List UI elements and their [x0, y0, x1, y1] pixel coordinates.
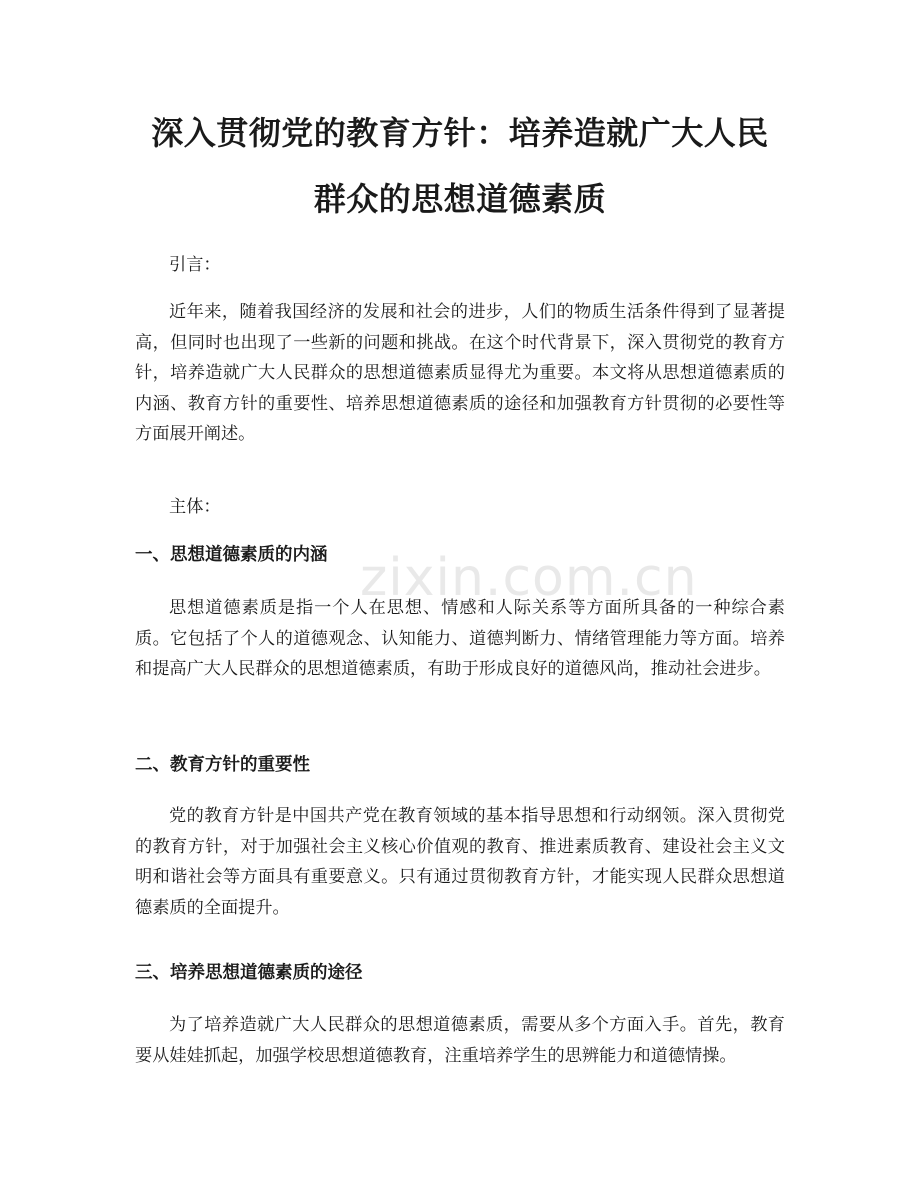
section-paragraph-2: 党的教育方针是中国共产党在教育领域的基本指导思想和行动纲领。深入贯彻党的教育方针，对于加强社会主义核心价值观的教育、推进素质教育、建设社会主义文明和谐社会等方面具有重要意义。只有通过贯彻教育方针，才能实现人民群众思想道德素质的全面提升。 — [135, 806, 785, 918]
section-heading-3: 三、培养思想道德素质的途径 — [135, 963, 363, 983]
intro-label: 引言： — [169, 255, 221, 275]
section-heading-2: 二、教育方针的重要性 — [135, 755, 310, 775]
section-heading-1: 一、思想道德素质的内涵 — [135, 545, 328, 565]
section-paragraph-3: 为了培养造就广大人民群众的思想道德素质，需要从多个方面入手。首先，教育要从娃娃抓起，加强学校思想道德教育，注重培养学生的思辨能力和道德情操。 — [135, 1015, 785, 1066]
watermark: zixin.com.cn — [360, 548, 698, 608]
body-label: 主体： — [169, 497, 221, 517]
page-title — [120, 100, 800, 232]
intro-paragraph: 近年来，随着我国经济的发展和社会的进步，人们的物质生活条件得到了显著提高，但同时也出现了一些新的问题和挑战。在这个时代背景下，深入贯彻党的教育方针，培养造就广大人民群众的思想道德素质显得尤为重要。本文将从思想道德素质的内涵、教育方针的重要性、培养思想道德素质的途径和加强教育方针贯彻的必要性等方面展开阐述。 — [135, 302, 785, 444]
title-line-2: 群众的思想道德素质 — [313, 180, 607, 218]
section-paragraph-1: 思想道德素质是指一个人在思想、情感和人际关系等方面所具备的一种综合素质。它包括了个人的道德观念、认知能力、道德判断力、情绪管理能力等方面。培养和提高广大人民群众的思想道德素质，有助于形成良好的道德风尚，推动社会进步。 — [135, 598, 785, 679]
title-line-1: 深入贯彻党的教育方针：培养造就广大人民 — [151, 114, 769, 152]
